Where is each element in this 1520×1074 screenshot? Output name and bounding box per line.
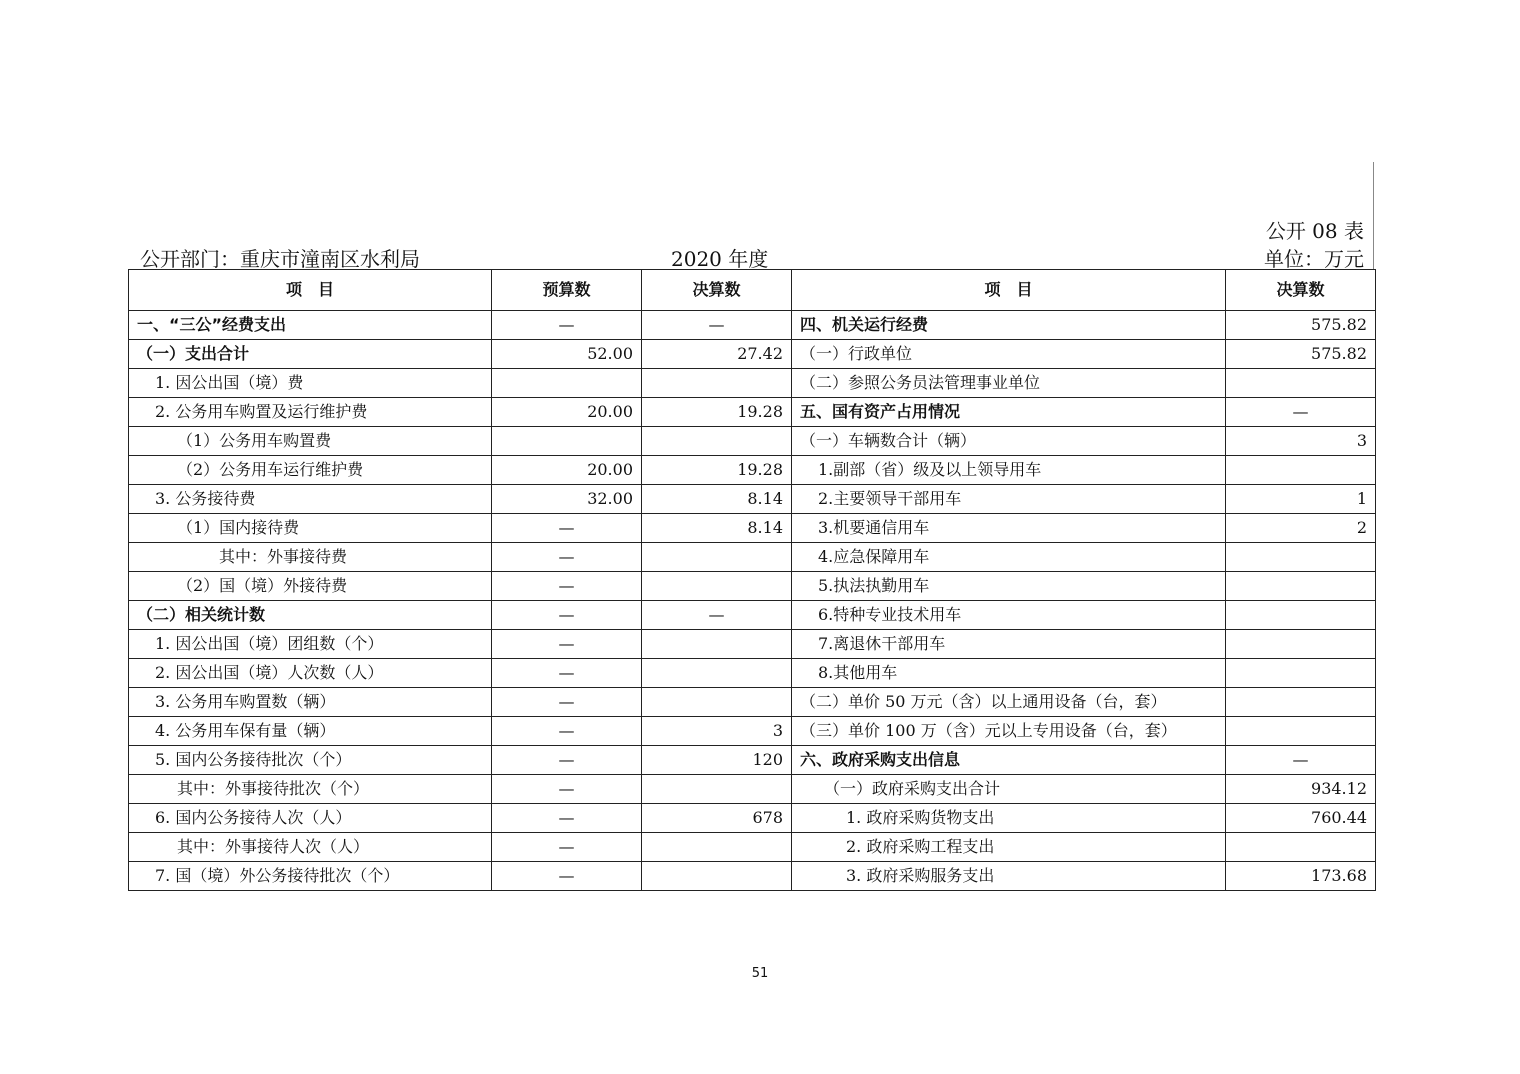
table-row [129, 833, 1376, 862]
table-row [129, 630, 1376, 659]
row-item-right: 四、机关运行经费 [792, 311, 1226, 340]
row-final-right [1226, 688, 1376, 717]
row-budget: 32.00 [492, 485, 642, 514]
row-item-right: （三）单价 100 万（含）元以上专用设备（台，套） [792, 717, 1226, 746]
table-row [129, 862, 1376, 891]
row-final: — [642, 311, 792, 340]
row-final-right: 575.82 [1226, 340, 1376, 369]
row-final: 27.42 [642, 340, 792, 369]
row-final-right [1226, 630, 1376, 659]
table-row [129, 572, 1376, 601]
row-item-right: 5.执法执勤用车 [792, 572, 1226, 601]
row-final-right [1226, 369, 1376, 398]
row-item-left: 一、“三公”经费支出 [129, 311, 492, 340]
row-item-left: 其中：外事接待批次（个） [129, 775, 492, 804]
row-item-right: （二）单价 50 万元（含）以上通用设备（台，套） [792, 688, 1226, 717]
row-final [642, 572, 792, 601]
table-row [129, 485, 1376, 514]
table-row [129, 456, 1376, 485]
table-row [129, 543, 1376, 572]
table-row [129, 311, 1376, 340]
row-item-right: 2.主要领导干部用车 [792, 485, 1226, 514]
row-final-right [1226, 717, 1376, 746]
table-row [129, 659, 1376, 688]
row-final [642, 659, 792, 688]
row-budget: 52.00 [492, 340, 642, 369]
row-final-right: 760.44 [1226, 804, 1376, 833]
year-label: 2020 年度 [671, 247, 769, 271]
row-final-right [1226, 543, 1376, 572]
row-item-left: （二）相关统计数 [129, 601, 492, 630]
department-label: 公开部门：重庆市潼南区水利局 [140, 247, 420, 271]
row-budget: — [492, 833, 642, 862]
row-final [642, 427, 792, 456]
row-item-left: （2）国（境）外接待费 [129, 572, 492, 601]
row-budget: 20.00 [492, 398, 642, 427]
col-header-item-left: 项 目 [129, 270, 492, 311]
row-budget [492, 427, 642, 456]
row-item-right: （一）车辆数合计（辆） [792, 427, 1226, 456]
row-budget: — [492, 543, 642, 572]
row-final: 8.14 [642, 514, 792, 543]
table-row [129, 688, 1376, 717]
row-final-right: 2 [1226, 514, 1376, 543]
row-item-left: （一）支出合计 [129, 340, 492, 369]
row-item-left: 2. 公务用车购置及运行维护费 [129, 398, 492, 427]
row-item-left: 5. 国内公务接待批次（个） [129, 746, 492, 775]
row-item-right: 3.机要通信用车 [792, 514, 1226, 543]
table-row [129, 601, 1376, 630]
row-budget: — [492, 514, 642, 543]
row-item-right: 五、国有资产占用情况 [792, 398, 1226, 427]
table-row [129, 369, 1376, 398]
table-row [129, 427, 1376, 456]
row-item-right: 4.应急保障用车 [792, 543, 1226, 572]
row-final-right: 3 [1226, 427, 1376, 456]
row-budget: — [492, 862, 642, 891]
row-item-left: 2. 因公出国（境）人次数（人） [129, 659, 492, 688]
row-item-left: 7. 国（境）外公务接待批次（个） [129, 862, 492, 891]
table-header-row [129, 270, 1376, 311]
row-item-left: （2）公务用车运行维护费 [129, 456, 492, 485]
row-budget [492, 369, 642, 398]
row-item-left: 1. 因公出国（境）费 [129, 369, 492, 398]
row-item-right: 2. 政府采购工程支出 [792, 833, 1226, 862]
row-item-left: （1）公务用车购置费 [129, 427, 492, 456]
row-final: 3 [642, 717, 792, 746]
row-budget: — [492, 311, 642, 340]
row-item-right: 1. 政府采购货物支出 [792, 804, 1226, 833]
row-item-left: 6. 国内公务接待人次（人） [129, 804, 492, 833]
row-budget: — [492, 804, 642, 833]
row-final [642, 630, 792, 659]
row-item-left: 其中：外事接待人次（人） [129, 833, 492, 862]
row-item-left: 3. 公务接待费 [129, 485, 492, 514]
table-row [129, 804, 1376, 833]
row-budget: — [492, 572, 642, 601]
row-item-right: （一）政府采购支出合计 [792, 775, 1226, 804]
row-final: 19.28 [642, 456, 792, 485]
row-item-left: 3. 公务用车购置数（辆） [129, 688, 492, 717]
row-budget: — [492, 717, 642, 746]
row-final-right [1226, 456, 1376, 485]
row-item-right: 7.离退休干部用车 [792, 630, 1226, 659]
table-row [129, 340, 1376, 369]
row-final [642, 543, 792, 572]
table-row [129, 514, 1376, 543]
expenditure-table [128, 269, 1376, 891]
col-header-item-right: 项 目 [792, 270, 1226, 311]
row-final-right [1226, 572, 1376, 601]
row-budget: — [492, 746, 642, 775]
row-final-right: 173.68 [1226, 862, 1376, 891]
row-final [642, 688, 792, 717]
row-final-right [1226, 601, 1376, 630]
row-budget: — [492, 775, 642, 804]
row-item-left: 4. 公务用车保有量（辆） [129, 717, 492, 746]
row-final: 120 [642, 746, 792, 775]
row-final: 8.14 [642, 485, 792, 514]
row-item-right: 六、政府采购支出信息 [792, 746, 1226, 775]
row-budget: — [492, 688, 642, 717]
col-header-final-left: 决算数 [642, 270, 792, 311]
row-item-right: （二）参照公务员法管理事业单位 [792, 369, 1226, 398]
row-final [642, 833, 792, 862]
table-row [129, 775, 1376, 804]
row-item-left: （1）国内接待费 [129, 514, 492, 543]
table-row [129, 746, 1376, 775]
row-item-right: （一）行政单位 [792, 340, 1226, 369]
row-final-right [1226, 833, 1376, 862]
row-final-right: — [1226, 398, 1376, 427]
row-item-right: 1.副部（省）级及以上领导用车 [792, 456, 1226, 485]
row-final [642, 369, 792, 398]
row-final: 678 [642, 804, 792, 833]
row-item-left: 1. 因公出国（境）团组数（个） [129, 630, 492, 659]
row-budget: — [492, 659, 642, 688]
row-final: 19.28 [642, 398, 792, 427]
row-item-right: 3. 政府采购服务支出 [792, 862, 1226, 891]
unit-label: 单位：万元 [1264, 247, 1364, 271]
page-edge-line [1373, 162, 1374, 270]
row-item-left: 其中：外事接待费 [129, 543, 492, 572]
col-header-budget: 预算数 [492, 270, 642, 311]
row-final-right: 1 [1226, 485, 1376, 514]
table-row [129, 398, 1376, 427]
row-final-right: — [1226, 746, 1376, 775]
page-number: 51 [751, 966, 769, 981]
row-budget: — [492, 601, 642, 630]
row-budget: 20.00 [492, 456, 642, 485]
row-final-right [1226, 659, 1376, 688]
row-item-right: 6.特种专业技术用车 [792, 601, 1226, 630]
table-row [129, 717, 1376, 746]
col-header-final-right: 决算数 [1226, 270, 1376, 311]
row-final: — [642, 601, 792, 630]
form-number: 公开 08 表 [1265, 219, 1364, 243]
row-final [642, 862, 792, 891]
row-final [642, 775, 792, 804]
row-budget: — [492, 630, 642, 659]
row-final-right: 934.12 [1226, 775, 1376, 804]
row-item-right: 8.其他用车 [792, 659, 1226, 688]
row-final-right: 575.82 [1226, 311, 1376, 340]
